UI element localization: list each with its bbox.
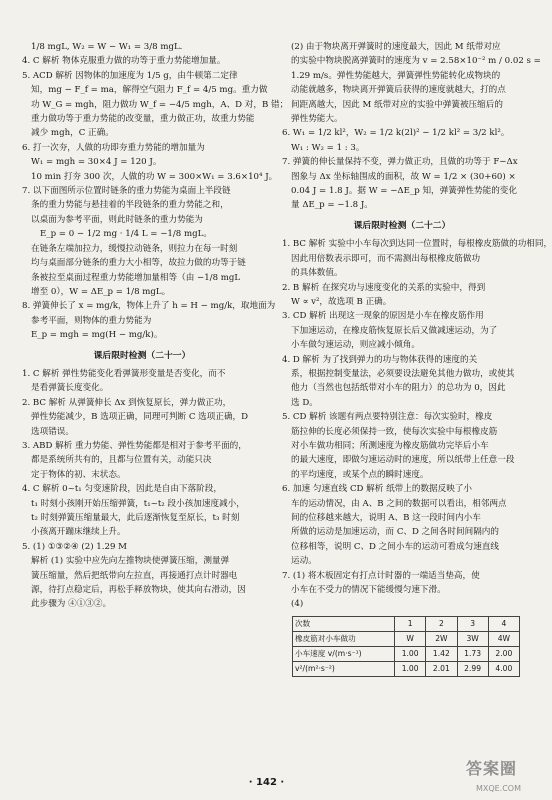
table-cell: 1.00 [395,646,426,661]
table-header-cell: 1 [395,616,426,631]
watermark-url: MXQE.COM [475,783,521,793]
text-line: 10 min 打夯 300 次，人做的功 W = 300×W₁ = 3.6×10⁴ J。 [31,171,278,182]
text-line: 减少 mgh，C 正确。 [31,128,114,139]
text-line: 筋拉伸的长度必须保持一致，使每次实验中每根橡皮筋 [291,426,498,437]
text-line: 2. B 解析 在探究功与速度变化的关系的实验中，得到 [282,282,486,293]
text-line: W ∝ v²，故选项 B 正确。 [291,296,392,307]
text-line: 源，待打点稳定后，再松手释放物块，使其向右滑动，因 [31,585,246,596]
table-row [293,646,520,661]
left-column [22,40,289,775]
table-cell: 1.00 [395,661,426,676]
text-line: 7. 弹簧的伸长量保持不变，弹力做正功，且做的功等于 F−Δx [282,157,518,168]
text-line: W₁ = mgh = 30×4 J = 120 J。 [31,157,162,168]
text-line: 图象与 Δx 坐标轴围成的面积，故 W = 1/2 × (30+60) × [291,171,516,182]
text-line: 他力（当然也包括纸带对小车的阻力）的总功为 0，因此 [291,383,506,394]
text-line: 间的位移越来越大，说明 A、B 这一段时间内小车 [291,513,481,523]
text-line: 小孩离开蹦床继续上升。 [31,527,126,538]
text-line: 下加速运动，在橡皮筋恢复原长后又做减速运动，为了 [291,325,498,336]
watermark-logo [443,760,525,796]
text-line: 3. CD 解析 出现这一现象的原因是小车在橡皮筋作用 [282,311,484,322]
table-header-cell: 2 [426,616,457,631]
text-line: 选项错误。 [31,426,74,437]
text-line: t₂ 时刻弹簧压缩量最大，此后逐渐恢复至原长，t₃ 时刻 [31,513,240,523]
table-cell: 4.00 [488,661,519,676]
text-line: 簧压缩量，然后把纸带向左拉直，再接通打点计时器电 [31,570,238,581]
section-heading: 课后限时检测（二十一） [93,350,191,361]
table-row [293,661,520,676]
text-line: 小车在不受力的情况下能缓慢匀速下滑。 [291,585,446,596]
text-line: 5. CD 解析 该题有两点要特别注意：每次实验时，橡皮 [282,412,493,423]
text-line: 1. C 解析 弹性势能变化看弹簧形变量是否变化，而不 [22,368,226,379]
table-cell: 2.00 [488,646,519,661]
table-cell: 1.42 [426,646,457,661]
text-line: 知，mg − F_f = ma，解得空气阻力 F_f = 4/5 mg。重力做 [31,85,268,96]
table-cell: W [395,631,426,646]
text-line: 7. 以下面图所示位置时链条的重力势能为桌面上半段链 [22,186,231,197]
text-line: 对小车做功相同；所测速度为橡皮筋做功完毕后小车 [291,440,489,451]
text-line: 小车做匀速运动，则应减小倾角。 [291,340,420,351]
text-line: E_p = mgh = mg(H − mg/k)。 [31,330,163,341]
text-line: 定于物体的初、末状态。 [31,469,126,480]
text-line: 增至 0），W = ΔE_p = 1/8 mgL。 [31,286,171,297]
text-line: 运动。 [291,556,317,567]
text-line: 以桌面为参考平面，则此时链条的重力势能为 [31,214,203,225]
text-line: 6. W₁ = 1/2 kl²，W₂ = 1/2 k(2l)² − 1/2 kl² = 3/2 kl²。 [282,128,510,139]
experiment-data-table [292,616,520,677]
text-line: 4. C 解析 0~t₁ 匀变速阶段，因此是自由下落阶段， [22,484,222,495]
text-line: 1.29 m/s。弹性势能越大，弹簧弹性势能转化成物块的 [291,70,501,81]
table-cell: 2.01 [426,661,457,676]
text-line: 6. 打一次夯，人做的功即夯重力势能的增加量为 [22,142,205,153]
text-line: 1/8 mgL, W₂ = W − W₁ = 3/8 mgL. [31,42,183,52]
text-line: 0.04 J = 1.8 J。据 W = −ΔE_p 知，弹簧弹性势能的变化 [291,186,517,197]
text-line: 间距离越大，因此 M 纸带对应的实验中弹簧被压缩后的 [291,99,503,110]
table-cell: 小车速度 v/(m·s⁻¹) [293,646,395,661]
table-cell: v²/(m²·s⁻²) [293,661,395,676]
text-line: 参考平面，则物体的重力势能为 [31,315,152,326]
table-header-row [293,616,520,631]
table-cell: 1.73 [457,646,488,661]
text-line: 重力做功等于重力势能的改变量，重力做正功，故重力势能 [31,114,255,125]
text-line: 在链条左端加拉力，缓慢拉动链条，则拉力在每一时刻 [31,243,238,254]
text-line: 8. 弹簧伸长了 x = mg/k，物体上升了 h = H − mg/k，取地面为 [22,301,276,312]
table-header-cell: 次数 [293,616,395,631]
text-line: 4. D 解析 为了找到弹力的功与物体获得的速度的关 [282,354,478,365]
text-line: (4) [291,599,304,610]
text-line: 位移相等，说明 C、D 之间小车的运动可看成匀速直线 [291,541,499,552]
text-line: 车的运动情况，由 A、B 之间的数据可以看出，相邻两点 [291,498,507,509]
text-line: 功 W_G = mgh，阻力做功 W_f = −4/5 mgh，A、D 对，B 错； [31,99,289,110]
text-line: 此步骤为 ④①③②。 [31,599,112,610]
table-row [293,631,520,646]
text-line: 1. BC 解析 实验中小车每次到达同一位置时，每根橡皮筋做的功相同， [282,239,552,250]
table-cell: 2.99 [457,661,488,676]
text-line: 动能就越多，物块离开弹簧后获得的速度就越大，打的点 [291,85,506,96]
text-line: 的具体数值。 [291,268,343,279]
text-line: 是看弹簧长度变化。 [31,383,109,394]
text-line: 解析 (1) 实验中应先向左推物块使弹簧压缩，测量弹 [31,556,230,567]
text-line: 弹性势能大。 [291,114,343,125]
text-line: 条被拉至桌面过程重力势能增加量相等（由 −1/8 mgL [31,272,241,283]
table-cell: 3W [457,631,488,646]
section-heading: 课后限时检测（二十二） [353,220,451,231]
right-column-text [282,40,552,612]
table-cell: 2W [426,631,457,646]
text-line: t₁ 时刻小孩刚开始压缩弹簧，t₁~t₂ 段小孩加速度减小， [31,498,245,509]
text-line: 条的重力势能与悬挂着的半段链条的重力势能之和， [31,200,229,211]
table-header-cell: 4 [488,616,519,631]
text-line: 的平均速度，或某个点的瞬时速度。 [291,469,429,480]
table-cell: 4W [488,631,519,646]
text-line: (2) 由于物块离开弹簧时的速度最大，因此 M 纸带对应 [291,42,501,52]
text-line: 系，根据控制变量法，必须要设法避免其他力做功，或使其 [291,368,515,379]
table-header-cell: 3 [457,616,488,631]
table-cell: 橡皮筋对小车做功 [293,631,395,646]
text-line: 2. BC 解析 从弹簧伸长 Δx 到恢复原长，弹力做正功， [22,397,232,408]
page-number: · 142 · [248,777,285,788]
text-line: 都是系统所共有的，且都与位置有关，动能只决 [31,455,212,466]
text-line: W₁ : W₂ = 1 : 3。 [291,142,365,153]
text-line: 6. 加速 匀速直线 CD 解析 纸带上的数据反映了小 [282,484,473,495]
text-line: 5. (1) ①③②④ (2) 1.29 M [22,541,127,552]
text-line: 3. ABD 解析 重力势能、弹性势能都是相对于参考平面的， [22,440,247,451]
text-line: 4. C 解析 物体克服重力做的功等于重力势能增加量。 [22,56,226,67]
text-line: 7. (1) 将木板固定有打点计时器的一端适当垫高，使 [282,570,480,581]
text-line: 均与桌面部分链条的重力大小相等，故拉力做的功等于链 [31,258,246,269]
text-line: 量 ΔE_p = −1.8 J。 [291,200,373,211]
text-line: 5. ACD 解析 因物体的加速度为 1/5 g，由牛顿第二定律 [22,70,238,81]
text-line: 所做的运动是加速运动，而 C、D 之间各时间间隔内的 [291,527,499,538]
text-line: 的最大速度，即做匀速运动时的速度，所以纸带上任意一段 [291,455,515,466]
text-line: 因此用倍数表示即可，而不需测出每根橡皮筋做功 [291,253,481,264]
text-line: 的实验中物块脱离弹簧时的速度为 v = 2.58×10⁻² m / 0.02 s = [291,56,541,67]
text-line: E_p = 0 − 1/2 mg · 1/4 L = −1/8 mgL。 [40,229,212,240]
right-column [282,40,552,778]
text-line: 选 D。 [291,397,318,408]
watermark-title: 答案圈 [465,759,517,778]
text-line: 弹性势能减少，B 选项正确，同理可判断 C 选项正确，D [31,412,249,423]
